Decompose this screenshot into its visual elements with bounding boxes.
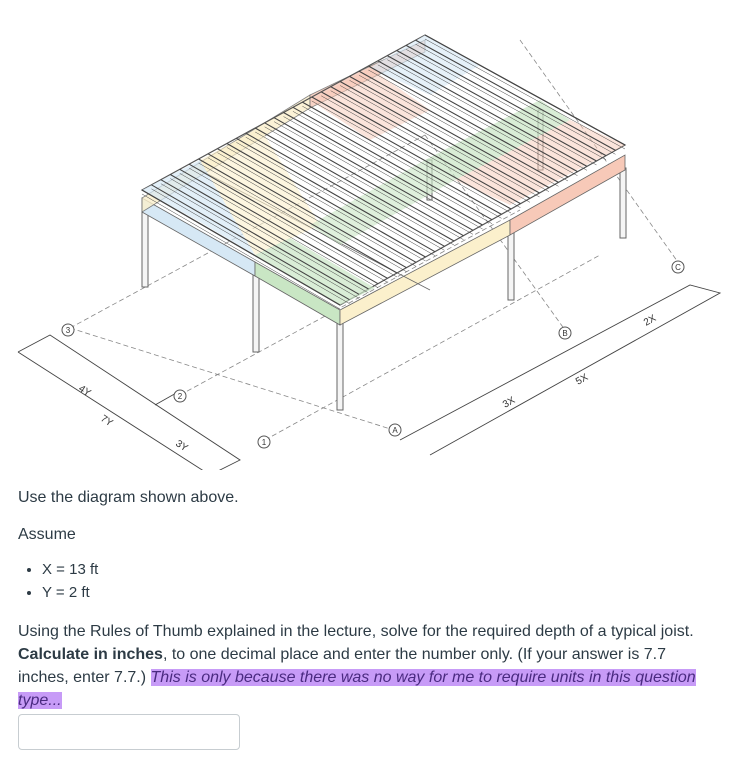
assumption-x: • X = 13 ft — [42, 558, 98, 581]
assumptions-list — [26, 558, 98, 604]
svg-text:B: B — [562, 329, 568, 338]
svg-text:1: 1 — [261, 438, 267, 447]
dimension-lines — [18, 285, 720, 470]
svg-text:3: 3 — [65, 326, 71, 335]
intro-text: Use the diagram shown above. — [18, 489, 239, 506]
dim-3y: 3Y — [173, 438, 190, 455]
grid-bubble-a — [389, 424, 401, 436]
dim-2x: 2X — [642, 312, 659, 329]
dim-3x: 3X — [501, 394, 518, 411]
dim-4y: 4Y — [76, 383, 93, 400]
assumption-y: • Y = 2 ft — [42, 581, 98, 604]
grid-bubble-2 — [174, 390, 186, 402]
question-part2: , to one decimal place and enter the number only. (If your answer is 7.7 inches, enter 7.7.) — [18, 646, 667, 686]
grid-bubble-1 — [258, 436, 270, 448]
grid-bubble-b — [559, 327, 571, 339]
svg-text:2: 2 — [177, 392, 183, 401]
question-text — [18, 620, 718, 712]
grid-bubble-c — [672, 261, 684, 273]
beam-strips — [142, 35, 625, 305]
dim-7y: 7Y — [98, 413, 115, 430]
assume-heading: Assume — [18, 526, 76, 543]
svg-text:C: C — [675, 263, 681, 272]
question-part1: Using the Rules of Thumb explained in the lecture, solve for the required depth of a typical joist. — [18, 623, 694, 640]
question-bold: Calculate in inches — [18, 646, 163, 663]
question-highlight: This is only because there was no way for me to require units in this question type... — [18, 669, 696, 709]
answer-input[interactable] — [18, 714, 240, 750]
svg-text:A: A — [392, 426, 398, 435]
grid-bubble-3 — [62, 324, 74, 336]
dim-5x: 5X — [574, 371, 591, 388]
